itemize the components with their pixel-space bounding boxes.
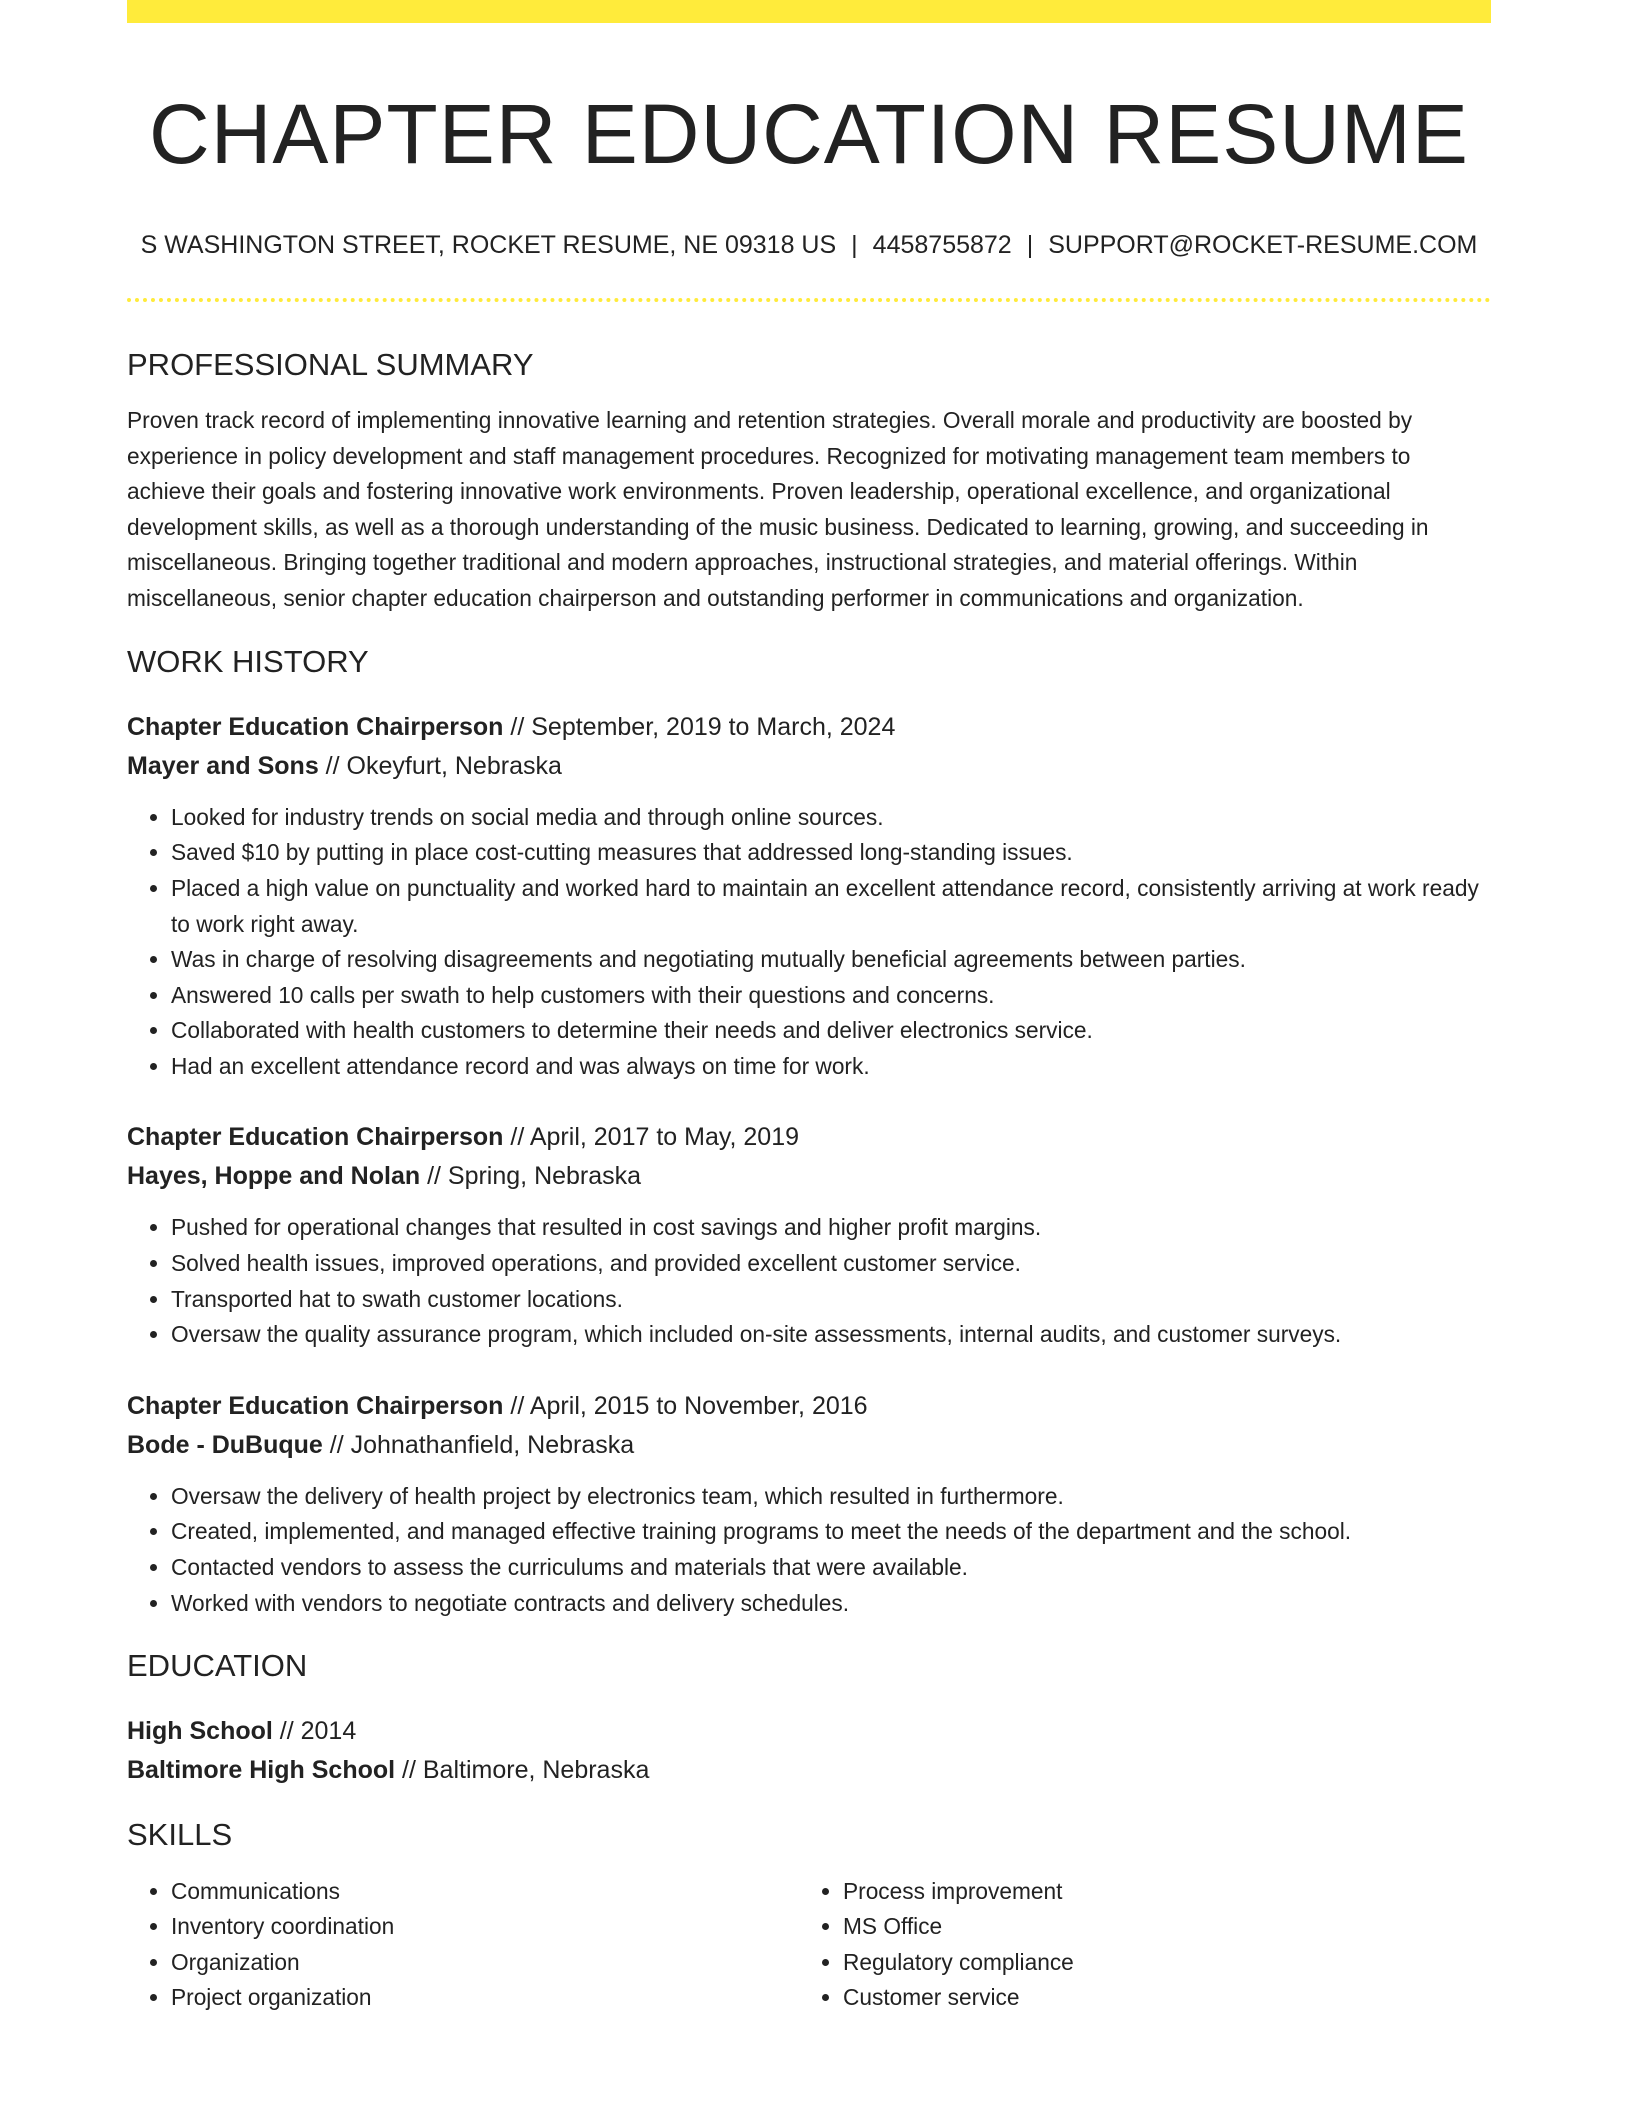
job-bullets — [127, 1210, 1491, 1352]
list-item: • Contacted vendors to assess the curriculums and materials that were available. — [171, 1550, 1491, 1586]
summary-text: Proven track record of implementing innovative learning and retention strategies. Overall morale and productivity are boosted by experience in policy development and staff management procedures. Recognized for motivating management team members to achieve their goals and fostering innovative work environments. Proven leadership, operational excellence, and organizational development skills, as well as a thorough understanding of the music business. Dedicated to learning, growing, and succeeding in miscellaneous. Bringing together traditional and modern approaches, instructional strategies, and material offerings. Within miscellaneous, senior chapter education chairperson and outstanding performer in communications and organization. — [127, 406, 1429, 611]
job-dates: // April, 2015 to November, 2016 — [503, 1391, 868, 1420]
skill-item: • Organization — [171, 1945, 799, 1981]
accent-bar — [127, 0, 1491, 23]
skill-item: • Regulatory compliance — [843, 1945, 1463, 1981]
job-dates: // September, 2019 to March, 2024 — [503, 712, 896, 741]
job-location: // Johnathanfield, Nebraska — [322, 1430, 635, 1459]
list-item: • Placed a high value on punctuality and worked hard to maintain an excellent attendance record, consistently arriving at work ready to work right away. — [171, 871, 1491, 942]
job-entry — [127, 708, 1491, 1085]
contact-separator: | — [1026, 230, 1034, 259]
job-title-line — [127, 1387, 1491, 1426]
skills-grid — [127, 1874, 1491, 2016]
skills-heading: SKILLS — [127, 1817, 233, 1853]
skill-item: • Project organization — [171, 1980, 799, 2016]
list-item: • Worked with vendors to negotiate contracts and delivery schedules. — [171, 1586, 1491, 1622]
skill-item: • Process improvement — [843, 1874, 1463, 1910]
list-item: • Transported hat to swath customer locations. — [171, 1282, 1491, 1318]
education-school-line — [127, 1751, 1491, 1790]
contact-phone: 4458755872 — [872, 230, 1012, 259]
resume-page — [127, 0, 1491, 2016]
job-entry — [127, 1387, 1491, 1621]
contact-address: S WASHINGTON STREET, ROCKET RESUME, NE 09318 US — [140, 230, 837, 259]
job-company-line — [127, 1157, 1491, 1196]
job-company: Bode - DuBuque — [127, 1430, 323, 1459]
list-item: • Oversaw the delivery of health project by electronics team, which resulted in furthermore. — [171, 1479, 1491, 1515]
job-role: Chapter Education Chairperson — [127, 1391, 504, 1420]
list-item: • Collaborated with health customers to determine their needs and deliver electronics service. — [171, 1013, 1491, 1049]
skill-item: • Communications — [171, 1874, 799, 1910]
job-dates: // April, 2017 to May, 2019 — [503, 1123, 799, 1152]
list-item: • Oversaw the quality assurance program, which included on-site assessments, internal audits, and customer surveys. — [171, 1317, 1491, 1353]
dotted-divider — [127, 298, 1491, 302]
contact-email: SUPPORT@ROCKET-RESUME.COM — [1048, 230, 1478, 259]
job-title-line — [127, 1118, 1491, 1157]
job-company: Hayes, Hoppe and Nolan — [127, 1162, 421, 1191]
list-item: • Pushed for operational changes that resulted in cost savings and higher profit margins. — [171, 1210, 1491, 1246]
resume-title: CHAPTER EDUCATION RESUME — [149, 87, 1469, 181]
job-bullets — [127, 1479, 1491, 1621]
education-degree-line — [127, 1712, 1491, 1751]
list-item: • Saved $10 by putting in place cost-cutting measures that addressed long-standing issues. — [171, 835, 1491, 871]
list-item: • Answered 10 calls per swath to help customers with their questions and concerns. — [171, 978, 1491, 1014]
education-school: Baltimore High School — [127, 1756, 396, 1785]
job-bullets — [127, 800, 1491, 1085]
job-title-line — [127, 708, 1491, 747]
job-role: Chapter Education Chairperson — [127, 712, 504, 741]
education-heading: EDUCATION — [127, 1648, 308, 1684]
job-entry — [127, 1118, 1491, 1352]
list-item: • Created, implemented, and managed effective training programs to meet the needs of the department and the school. — [171, 1514, 1491, 1550]
job-role: Chapter Education Chairperson — [127, 1123, 504, 1152]
education-location: // Baltimore, Nebraska — [395, 1756, 650, 1785]
skill-item: • Inventory coordination — [171, 1909, 799, 1945]
skill-item: • Customer service — [843, 1980, 1463, 2016]
contact-line — [127, 230, 1491, 260]
education-degree: High School — [127, 1717, 273, 1746]
skills-column-right — [799, 1874, 1463, 2016]
education-year: // 2014 — [272, 1717, 357, 1746]
job-location: // Spring, Nebraska — [420, 1162, 642, 1191]
job-company: Mayer and Sons — [127, 751, 319, 780]
job-location: // Okeyfurt, Nebraska — [318, 751, 562, 780]
job-company-line — [127, 747, 1491, 786]
list-item: • Looked for industry trends on social media and through online sources. — [171, 800, 1491, 836]
list-item: • Had an excellent attendance record and was always on time for work. — [171, 1049, 1491, 1085]
skill-item: • MS Office — [843, 1909, 1463, 1945]
skills-column-left — [127, 1874, 799, 2016]
job-company-line — [127, 1426, 1491, 1465]
work-history-heading: WORK HISTORY — [127, 643, 369, 679]
summary-heading: PROFESSIONAL SUMMARY — [127, 346, 534, 382]
contact-separator: | — [851, 230, 858, 259]
list-item: • Was in charge of resolving disagreements and negotiating mutually beneficial agreements between parties. — [171, 942, 1491, 978]
list-item: • Solved health issues, improved operations, and provided excellent customer service. — [171, 1246, 1491, 1282]
